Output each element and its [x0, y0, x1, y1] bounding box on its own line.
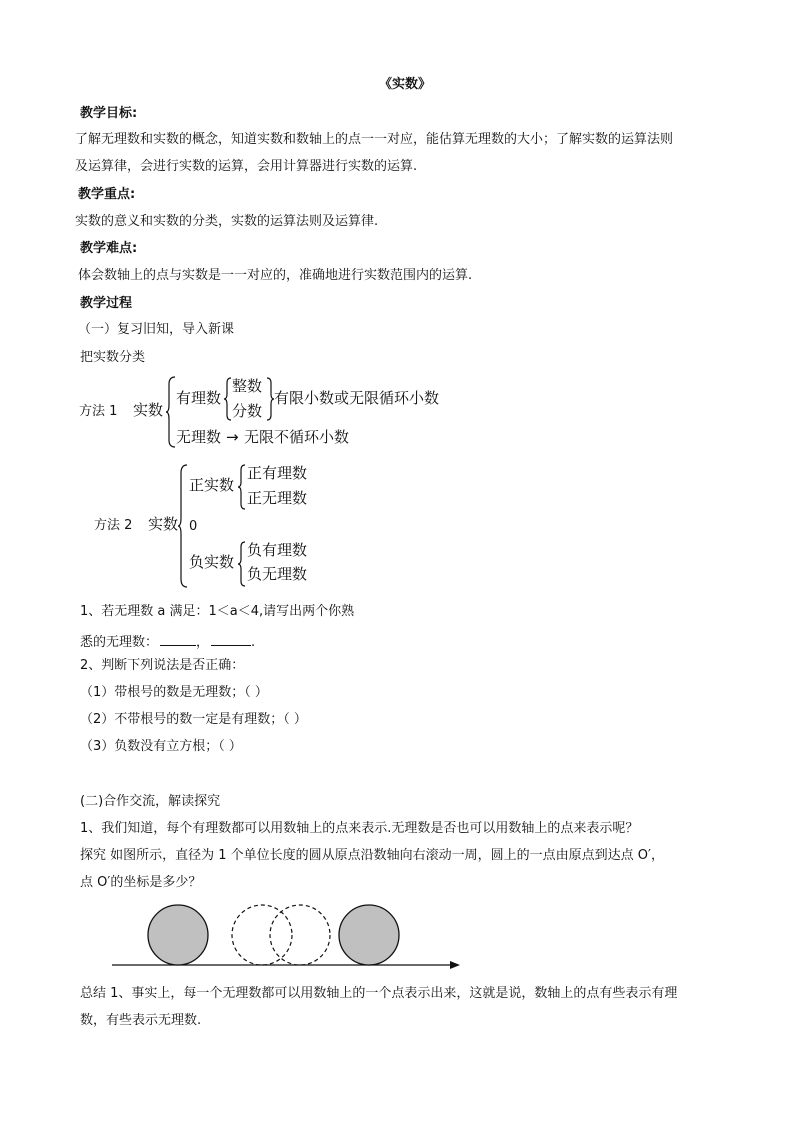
method-1-label: 方法 1	[79, 404, 118, 419]
question-1-prefix: 悉的无理数：	[80, 635, 159, 650]
right-arrow-icon: →	[226, 428, 239, 446]
method-1-rational-brace	[224, 377, 232, 421]
method-2-negative: 负实数	[189, 553, 235, 571]
objectives-heading: 教学目标:	[80, 106, 138, 121]
method-2-negative-brace	[238, 541, 246, 587]
answer-blank-2[interactable]	[211, 633, 251, 646]
method-1-closing-brace	[266, 377, 274, 421]
objectives-line-1: 了解无理数和实数的概念，知道实数和数轴上的点一一对应，能估算无理数的大小；了解实数的运算法则	[75, 132, 674, 147]
method-2-negative-irrational: 负无理数	[247, 565, 308, 583]
summary-line-1: 总结 1、事实上，每一个无理数都可以用数轴上的一个点表示出来，这就是说，数轴上的点有些表示有理	[80, 986, 678, 1001]
answer-blank-1[interactable]	[160, 633, 196, 646]
method-2-brace	[178, 464, 188, 588]
question-1-end: .	[251, 635, 256, 650]
method-1-integer: 整数	[232, 377, 263, 395]
process-heading: 教学过程	[80, 296, 133, 311]
rolling-circle-figure	[110, 895, 470, 975]
difficulty-heading: 教学难点:	[80, 241, 138, 256]
section-2-paragraph-1: 1、我们知道，每个有理数都可以用数轴上的点来表示.无理数是否也可以用数轴上的点来表示呢？	[80, 821, 639, 836]
question-2-item-2: （2）不带根号的数一定是有理数；（ ）	[80, 712, 307, 727]
rolling-circle-dashed-1	[232, 905, 292, 965]
classify-intro: 把实数分类	[80, 350, 146, 365]
method-1-irrational-desc: 无限不循环小数	[244, 428, 350, 446]
difficulty-text: 体会数轴上的点与实数是一一对应的，准确地进行实数范围内的运算.	[78, 268, 473, 283]
axis-arrow-icon	[450, 961, 460, 969]
question-2: 2、判断下列说法是否正确：	[80, 658, 245, 673]
end-circle	[339, 905, 399, 965]
method-1-rational: 有理数	[176, 389, 222, 407]
question-2-item-3: （3）负数没有立方根；（ ）	[80, 739, 242, 754]
method-1-brace	[166, 376, 176, 448]
rolling-circle-dashed-2	[270, 905, 330, 965]
page-title: 《实数》	[379, 77, 432, 92]
objectives-line-2: 及运算律，会进行实数的运算，会用计算器进行实数的运算.	[75, 159, 418, 174]
method-1-root: 实数	[133, 401, 164, 419]
method-2-label: 方法 2	[94, 518, 133, 533]
section-2-title: (二)合作交流，解读探究	[80, 794, 221, 809]
key-points-heading: 教学重点:	[78, 187, 136, 202]
method-2-zero: 0	[189, 519, 198, 534]
start-circle	[148, 905, 208, 965]
method-1-rational-desc: 有限小数或无限循环小数	[274, 389, 440, 407]
question-2-item-1: （1）带根号的数是无理数；（ ）	[80, 685, 268, 700]
explore-line-2: 点 O′的坐标是多少？	[80, 875, 202, 890]
method-1-fraction: 分数	[232, 402, 263, 420]
method-1-irrational: 无理数	[176, 428, 222, 446]
method-2-positive-irrational: 正无理数	[247, 489, 308, 507]
method-2-positive-brace	[238, 464, 246, 510]
summary-line-2: 数，有些表示无理数.	[80, 1013, 202, 1028]
section-1-title: （一）复习旧知，导入新课	[78, 322, 235, 337]
question-1-line-1: 1、若无理数 a 满足：1＜a＜4,请写出两个你熟	[80, 604, 355, 619]
question-1-separator: ，	[196, 635, 210, 650]
explore-line-1: 探究 如图所示，直径为 1 个单位长度的圆从原点沿数轴向右滚动一周，圆上的一点由原点到达点 O′，	[80, 848, 664, 863]
key-points-text: 实数的意义和实数的分类，实数的运算法则及运算律.	[75, 214, 379, 229]
method-2-positive: 正实数	[189, 476, 235, 494]
method-2-negative-rational: 负有理数	[247, 541, 308, 559]
question-1-line-2	[80, 633, 255, 649]
method-2-positive-rational: 正有理数	[247, 464, 308, 482]
method-2-root: 实数	[148, 515, 179, 533]
